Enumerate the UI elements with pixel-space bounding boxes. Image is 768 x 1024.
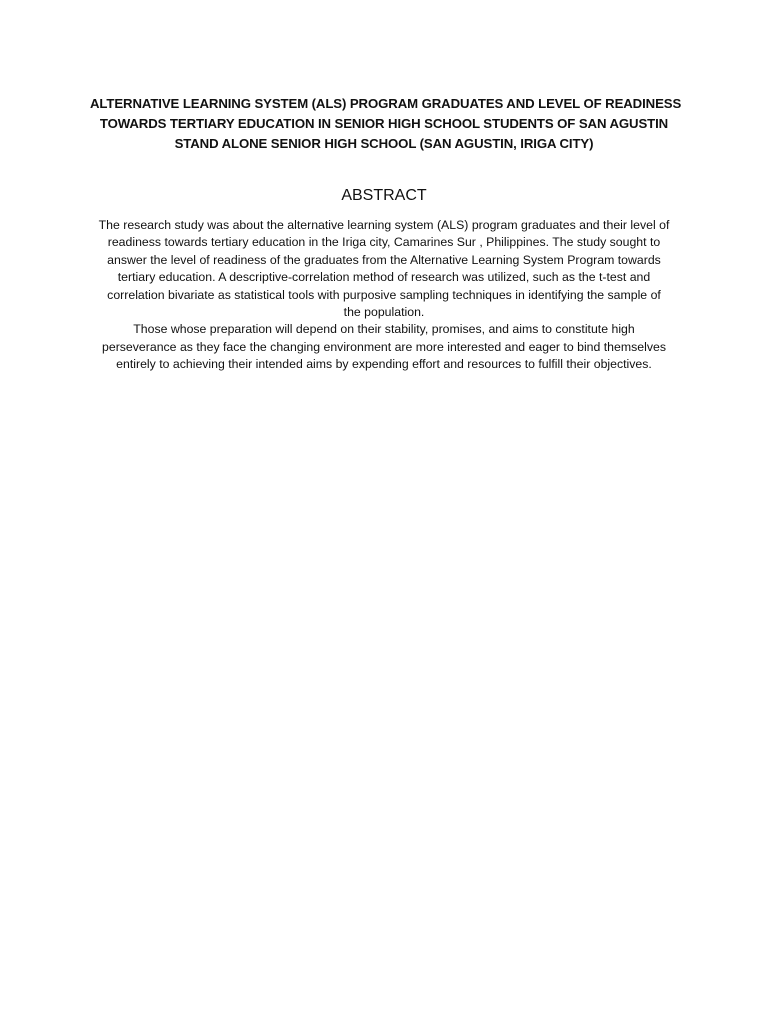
abstract-line: the population. bbox=[343, 305, 425, 320]
paper-title-line: TOWARDS TERTIARY EDUCATION IN SENIOR HIGH SCHOOL STUDENTS OF SAN AGUSTIN bbox=[99, 116, 669, 131]
abstract-line: perseverance as they face the changing environment are more interested and eager to bind themselves bbox=[102, 339, 666, 354]
paper-title-line: STAND ALONE SENIOR HIGH SCHOOL (SAN AGUSTIN, IRIGA CITY) bbox=[174, 136, 594, 151]
abstract-line: The research study was about the alternative learning system (ALS) program graduates and their level of bbox=[98, 218, 670, 232]
abstract-line: answer the level of readiness of the graduates from the Alternative Learning System Program towards bbox=[107, 252, 661, 267]
abstract-paragraph-2 bbox=[88, 321, 680, 373]
abstract-heading: ABSTRACT bbox=[341, 187, 427, 204]
abstract-line: readiness towards tertiary education in the Iriga city, Camarines Sur , Philippines. The study sought to bbox=[107, 235, 661, 250]
abstract-line: tertiary education. A descriptive-correlation method of research was utilized, such as the t-test and bbox=[117, 270, 651, 285]
paper-title bbox=[90, 94, 682, 154]
abstract-line: correlation bivariate as statistical tools with purposive sampling techniques in identifying the sample of bbox=[107, 287, 661, 302]
abstract-line: entirely to achieving their intended aims by expending effort and resources to fulfill their objectives. bbox=[116, 357, 652, 372]
abstract-paragraph-1 bbox=[88, 217, 680, 321]
abstract-line: Those whose preparation will depend on their stability, promises, and aims to constitute high bbox=[133, 322, 635, 337]
paper-title-line: ALTERNATIVE LEARNING SYSTEM (ALS) PROGRAM GRADUATES AND LEVEL OF READINESS bbox=[90, 96, 682, 111]
abstract-body bbox=[88, 217, 680, 374]
